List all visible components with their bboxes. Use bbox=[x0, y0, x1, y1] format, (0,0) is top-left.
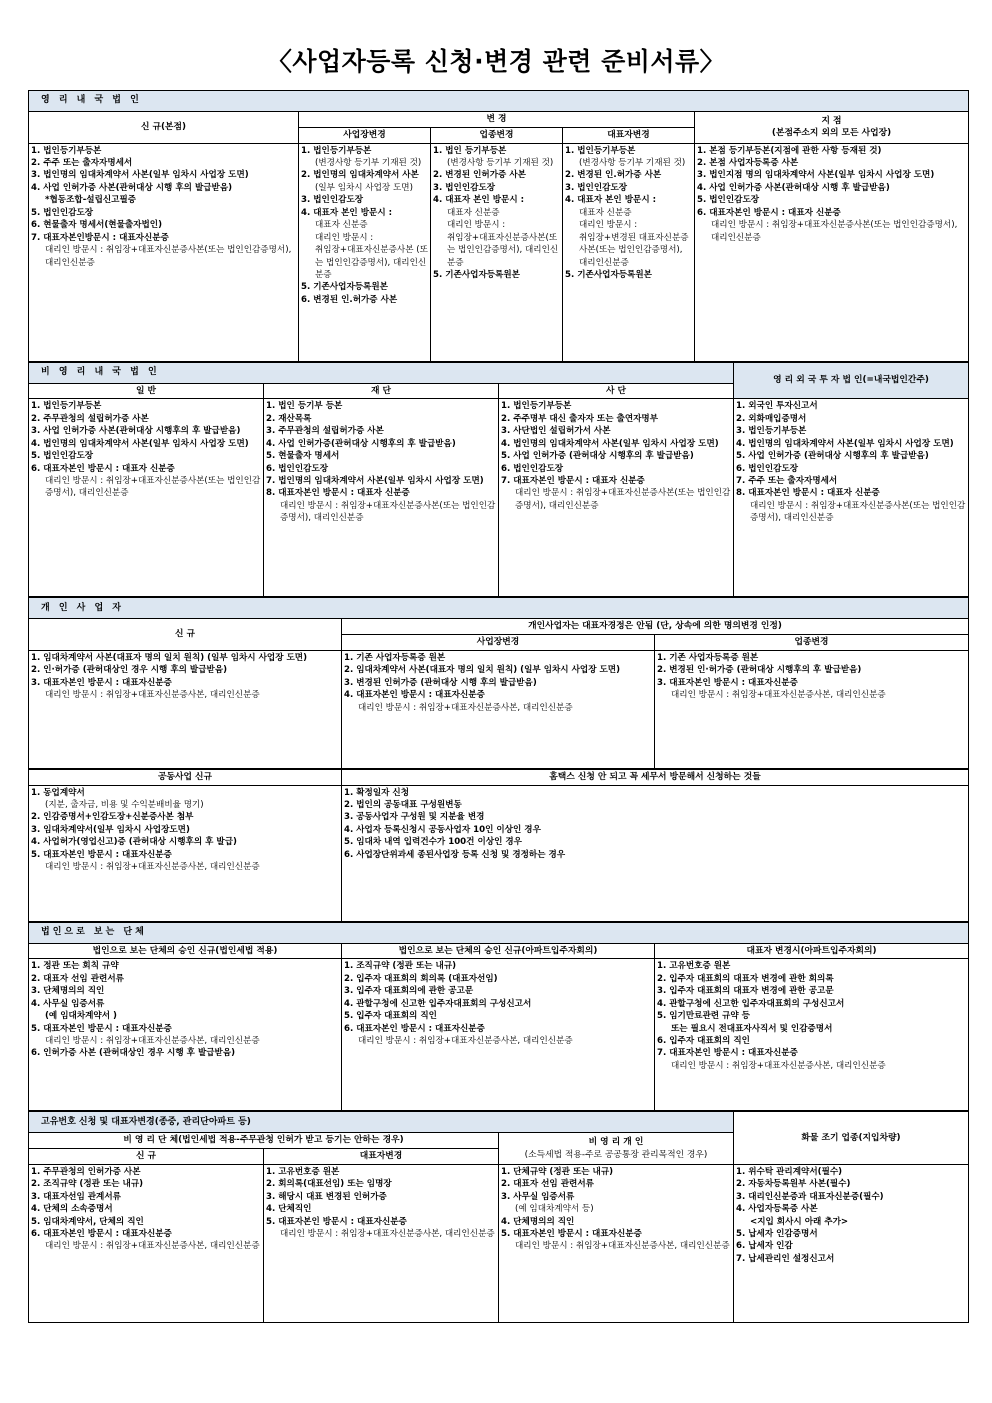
list-item: 대리인 방문시 : 취임장+대표자신분증사본, 대리인신분증 bbox=[45, 862, 260, 873]
header-individual-note: 개인사업자는 대표자경정은 안됨 (단, 상속에 의한 명의변경 인정) bbox=[342, 619, 969, 635]
list-item: 대리인 방문시 : 취임장+대표자신분증사본, 대리인신분증 bbox=[358, 702, 573, 713]
list-item: 1. 단체규약 (정관 또는 내규) bbox=[501, 1166, 614, 1177]
list-new bbox=[29, 143, 299, 361]
list-item: 6. 인허가증 사본 (관허대상인 경우 시행 후 발급받음) bbox=[31, 1048, 236, 1059]
table-domestic-for-profit bbox=[28, 90, 969, 362]
table-individual-business bbox=[28, 597, 969, 769]
table-unique-number bbox=[28, 1111, 969, 1323]
list-item: 2. 변경된 인.허가증 사본 bbox=[565, 170, 662, 181]
list-item: 1. 법인등기부등본 bbox=[301, 145, 372, 156]
list-item: 대리인 방문시 : 취임장+대표자신분증사본(또는 법인인감증명서), 대리인신분증 bbox=[711, 220, 958, 243]
list-item: 5. 현물출자 명세서 bbox=[266, 451, 340, 462]
header-branch-title: 지 점 bbox=[821, 115, 842, 126]
list-item: 대리인 방문시 : 취임장+대표자신분증사본, 대리인신분증 bbox=[671, 690, 886, 701]
list-new bbox=[29, 650, 342, 768]
list-item: 1. 고유번호증 원본 bbox=[266, 1166, 340, 1177]
list-item: (변경사항 등기부 기재된 것) bbox=[579, 157, 686, 168]
list-item: 대리인 방문시 : bbox=[579, 220, 638, 231]
list-item: 4. 사업 인허가증(관허대상 시행후의 후 발급받음) bbox=[266, 438, 456, 449]
list-item: 5. 입주자 대표회의 직인 bbox=[344, 1011, 437, 1022]
list-item: 1. 정관 또는 회칙 규약 bbox=[31, 961, 119, 972]
list-item: 2. 조직규약 (정관 또는 내규) bbox=[31, 1179, 144, 1190]
list-item: 1. 외국인 투자신고서 bbox=[736, 401, 818, 412]
list-item: 3. 대표자선임 관계서류 bbox=[31, 1191, 121, 1202]
list-item: (변경사항 등기부 기재된 것) bbox=[447, 157, 554, 168]
list-item: 3. 사업 인허가증 사본(관허대상 시행후의 후 발급받음) bbox=[31, 426, 241, 437]
list-item: 7. 납세관리인 설정신고서 bbox=[736, 1253, 835, 1264]
list-item: 1. 법인등기부등본 bbox=[501, 401, 572, 412]
list-item: 5. 사업 인허가증 (관허대상 시행후의 후 발급받음) bbox=[501, 451, 694, 462]
requirements-document bbox=[28, 90, 968, 1323]
list-item: 2. 법인명의 임대차계약서 사본 bbox=[301, 170, 419, 181]
page-title: 〈사업자등록 신청·변경 관련 준비서류〉 bbox=[266, 47, 726, 76]
list-item: 대리인 방문시 : 취임장+대표자신분증사본, 대리인신분증 bbox=[45, 690, 260, 701]
section-title: 고유번호 신청 및 대표자변경(종중, 관리단아파트 등) bbox=[29, 1112, 734, 1133]
list-item: 1. 임대차계약서 사본(대표자 명의 일치 원칙) (일부 임차시 사업장 도면) bbox=[31, 652, 308, 663]
list-item: (일부 임차시 사업장 도면) bbox=[315, 182, 413, 193]
header-visit-only: 홈택스 신청 안 되고 꼭 세무서 방문해서 신청하는 것들 bbox=[342, 769, 969, 785]
list-item: 2. 재산목록 bbox=[266, 413, 312, 424]
list-rep-change bbox=[563, 143, 695, 361]
list-item: 1. 법인등기부등본 bbox=[31, 145, 102, 156]
list-item: 2. 변경된 인허가증 사본 bbox=[433, 170, 526, 181]
list-item: 3. 대표자본인 방문시 : 대표자신분증 bbox=[31, 677, 172, 688]
list-item: 1. 동업계약서 bbox=[31, 787, 85, 798]
header-rep-change: 대표자변경 bbox=[264, 1149, 499, 1165]
header-business-change: 업종변경 bbox=[431, 127, 563, 143]
list-item: 1. 법인등기부등본 bbox=[31, 401, 102, 412]
list-item: *협동조합-설립신고필증 bbox=[45, 195, 137, 206]
list-deemed-corporation-new bbox=[29, 959, 342, 1111]
list-item: 6. 법인인감도장 bbox=[266, 463, 329, 474]
list-item: 4. 사무실 임증서류 bbox=[31, 998, 105, 1009]
list-item: 7. 대표자본인 방문시 : 대표자 신분증 bbox=[501, 475, 645, 486]
list-visit-only bbox=[342, 785, 969, 921]
list-item: 대리인 방문시 : 취임장+대표자신분증사본, 대리인신분증 bbox=[45, 1035, 260, 1046]
list-item: 2. 법인의 공동대표 구성원변동 bbox=[344, 799, 462, 810]
list-item: 5. 대표자본인 방문시 : 대표자신분증 bbox=[31, 1023, 172, 1034]
list-item: 6. 대표자본인 방문시 : 대표자신분증 bbox=[344, 1023, 485, 1034]
list-item: 3. 법인인감도장 bbox=[301, 195, 364, 206]
list-item: 3. 임대차계약서(일부 임차시 사업장도면) bbox=[31, 824, 190, 835]
list-item: 4. 사업자 등록신청시 공동사업자 10인 이상인 경우 bbox=[344, 824, 541, 835]
header-new: 신 규(본점) bbox=[29, 112, 299, 144]
header-change: 변 경 bbox=[299, 112, 695, 128]
list-item: 4. 사업 인허가증 사본(관허대상 시행 후 발급받음) bbox=[697, 182, 890, 193]
list-item: 3. 법인인감도장 bbox=[433, 182, 496, 193]
list-apartment-rep-change bbox=[655, 959, 969, 1111]
list-item: 3. 대표자본인 방문시 : 대표자신분증 bbox=[657, 677, 798, 688]
list-item: 4. 대표자 본인 방문시 : bbox=[433, 195, 525, 206]
list-item: 4. 사업허가(영업신고)증 (관허대상 시행후의 후 발급) bbox=[31, 837, 237, 848]
list-item: 대리인 방문시 : 취임장+대표자신분증사본, 대리인신분증 bbox=[45, 1241, 260, 1252]
list-item: 7. 대표자본인방문시 : 대표자신분증 bbox=[31, 232, 169, 243]
list-site-change bbox=[299, 143, 431, 361]
list-item: 5. 법인인감도장 bbox=[31, 451, 94, 462]
list-item: 5. 대표자본인 방문시 : 대표자신분증 bbox=[266, 1216, 407, 1227]
table-joint-business bbox=[28, 769, 969, 922]
list-association bbox=[499, 399, 734, 597]
header-nonprofit-group: 비 영 리 단 체(법인세법 적용-주무관청 인허가 받고 등기는 안하는 경우) bbox=[29, 1133, 499, 1149]
list-item: 4. 대표자본인 방문시 : 대표자신분증 bbox=[344, 690, 485, 701]
list-item: 1. 확정일자 신청 bbox=[344, 787, 410, 798]
list-item: 2. 본점 사업자등록증 사본 bbox=[697, 157, 799, 168]
table-nonprofit-domestic bbox=[28, 362, 969, 598]
list-item: 대리인 방문시 : 취임장+대표자신분증사본(또는 법인인감증명서), 대리인신분증 bbox=[45, 475, 261, 499]
list-item: 3. 주무관청의 설립허가증 사본 bbox=[266, 426, 384, 437]
list-item: 7. 대표자본인 방문시 : 대표자신분증 bbox=[657, 1048, 798, 1059]
list-item: 1. 본점 등기부등본(지점에 관한 사항 등재된 것) bbox=[697, 145, 882, 156]
list-item: 2. 회의록(대표선임) 또는 임명장 bbox=[266, 1179, 392, 1190]
list-item: (지분, 출자금, 비용 및 수익분배비율 명기) bbox=[45, 799, 204, 810]
list-item: 4. 사업 인허가증 사본(관허대상 시행 후의 발급받음) bbox=[31, 182, 233, 193]
list-item: 6. 법인인감도장 bbox=[501, 463, 564, 474]
header-branch bbox=[695, 112, 969, 144]
list-item: 대표자 신분증 bbox=[315, 220, 368, 231]
list-item: 7. 주주 또는 출자자명세서 bbox=[736, 475, 838, 486]
list-item: 대리인 방문시 : bbox=[315, 232, 374, 243]
header-general: 일 반 bbox=[29, 383, 264, 399]
list-item: 3. 변경된 인허가증 (관허대상 시행 후의 발급받음) bbox=[344, 677, 537, 688]
list-item: 5. 사업 인허가증 (관허대상 시행후의 후 발급받음) bbox=[736, 451, 929, 462]
list-business-change bbox=[655, 650, 969, 768]
list-item: 3. 사무실 임증서류 bbox=[501, 1191, 575, 1202]
list-item: 6. 변경된 인.허가증 사본 bbox=[301, 294, 398, 305]
list-item: 3. 법인인감도장 bbox=[565, 182, 628, 193]
list-item: 6. 법인인감도장 bbox=[736, 463, 799, 474]
list-item: <지입 회사시 아래 추가> bbox=[750, 1216, 849, 1227]
list-item: 2. 입주자 대표회의 회의록 (대표자선임) bbox=[344, 973, 498, 984]
list-item: 대리인 방문시 : 취임장+대표자신분증사본, 대리인신분증 bbox=[280, 1229, 495, 1240]
list-item: 2. 외화매입증명서 bbox=[736, 413, 807, 424]
list-foundation bbox=[264, 399, 499, 597]
list-item: 2. 변경된 인·허가증 (관허대상 시행후의 후 발급받음) bbox=[657, 665, 862, 676]
header-foundation: 재 단 bbox=[264, 383, 499, 399]
list-item: 3. 사단법인 설립허가서 사본 bbox=[501, 426, 611, 437]
list-item: 1. 법인등기부등본 bbox=[565, 145, 636, 156]
list-item: 대리인 방문시 : 취임장+대표자신분증사본(또는 법인인감증명서), 대리인신분증 bbox=[515, 488, 731, 511]
list-item: 대표자 신분증 bbox=[447, 207, 500, 218]
list-item: 5. 기존사업자등록원본 bbox=[565, 270, 652, 281]
header-rep-change: 대표자변경 bbox=[563, 127, 695, 143]
list-item: 취임장+변경된 대표자신분증사본(또는 법인인감증명서), 대리인신분증 bbox=[579, 232, 689, 268]
section-title: 법인으로 보는 단체 bbox=[29, 922, 969, 943]
list-item: 7. 법인명의 임대차계약서 사본(일부 임차시 사업장 도면) bbox=[266, 475, 484, 486]
list-item: 대리인 방문시 : 취임장+대표자신분증사본(또는 법인인감증명서), 대리인신분증 bbox=[280, 500, 496, 524]
list-item: 6. 대표자본인 방문시 : 대표자 신분증 bbox=[31, 463, 175, 474]
list-foreign-investment bbox=[734, 399, 969, 597]
list-item: 1. 위수탁 관리계약서(필수) bbox=[736, 1166, 843, 1177]
list-item: 3. 대리인신분증과 대표자신분증(필수) bbox=[736, 1191, 884, 1202]
list-item: 4. 관할구청에 신고한 입주자대표회의 구성신고서 bbox=[344, 998, 532, 1009]
list-nonprofit-new bbox=[29, 1164, 264, 1322]
header-nonprofit-individual-title: 비 영 리 개 인 bbox=[588, 1136, 644, 1147]
section-title: 비 영 리 내 국 법 인 bbox=[29, 362, 734, 383]
list-item: 2. 주무관청의 설립허가증 사본 bbox=[31, 413, 149, 424]
list-item: 5. 기존사업자등록원본 bbox=[301, 282, 388, 293]
list-item: 3. 단체명의의 직인 bbox=[31, 986, 105, 997]
list-item: 1. 고유번호증 원본 bbox=[657, 961, 731, 972]
list-item: 4. 대표자 본인 방문시 : bbox=[565, 195, 657, 206]
list-item: 5. 임기만료관련 규약 등 bbox=[657, 1011, 750, 1022]
header-site-change: 사업장변경 bbox=[342, 635, 655, 651]
list-item: 3. 법인명의 임대차계약서 사본(일부 임차시 사업장 도면) bbox=[31, 170, 249, 181]
list-general bbox=[29, 399, 264, 597]
list-item: 3. 법인지점 명의 임대차계약서 사본(일부 임차시 사업장 도면) bbox=[697, 170, 935, 181]
list-item: 2. 인·허가증 (관허대상인 경우 시행 후의 발급받음) bbox=[31, 665, 228, 676]
list-item: 대리인 방문시 : 취임장+대표자신분증사본, 대리인신분증 bbox=[671, 1060, 886, 1071]
list-item: 5. 임대차 내역 입력건수가 100건 이상인 경우 bbox=[344, 837, 522, 848]
list-site-change bbox=[342, 650, 655, 768]
list-item: 6. 납세자 인감 bbox=[736, 1241, 793, 1252]
section-title: 개 인 사 업 자 bbox=[29, 598, 969, 619]
list-item: 대리인 방문시 : 취임장+대표자신분증사본(또는 법인인감증명서), 대리인신분증 bbox=[45, 245, 292, 268]
list-item: 6. 사업장단위과세 종된사업장 등록 신청 및 경정하는 경우 bbox=[344, 849, 566, 860]
list-item: 4. 관할구청에 신고한 입주자대표회의 구성신고서 bbox=[657, 998, 845, 1009]
list-item: 8. 대표자본인 방문시 : 대표자 신분증 bbox=[736, 488, 880, 499]
list-branch bbox=[695, 143, 969, 361]
list-item: 3. 입주자 대표회의 대표자 변경에 관한 공고문 bbox=[657, 986, 834, 997]
list-item: 5. 법인인감도장 bbox=[31, 207, 94, 218]
header-new: 신 규 bbox=[29, 1149, 264, 1165]
list-item: 1. 법인 등기부 등본 bbox=[266, 401, 343, 412]
header-business-change: 업종변경 bbox=[655, 635, 969, 651]
list-item: 3. 입주자 대표회의에 관한 공고문 bbox=[344, 986, 474, 997]
list-item: 4. 사업자등록증 사본 bbox=[736, 1204, 818, 1215]
list-item: 5. 대표자본인 방문시 : 대표자신분증 bbox=[31, 849, 172, 860]
header-branch-sub: (본점주소지 외의 모든 사업장) bbox=[771, 128, 892, 139]
list-apartment-new bbox=[342, 959, 655, 1111]
header-apartment-rep-change: 대표자 변경시(아파트입주자회의) bbox=[655, 943, 969, 959]
list-item: 대리인 방문시 : 취임장+대표자신분증사본, 대리인신분증 bbox=[358, 1035, 573, 1046]
list-item: 취임장+대표자신분증사본 (또는 법인인감증명서), 대리인신분증 bbox=[315, 245, 428, 281]
header-cargo: 화물 조기 업종(지입차량) bbox=[734, 1112, 969, 1165]
list-item: 대리인 방문시 : bbox=[447, 220, 506, 231]
list-item: 1. 조직규약 (정관 또는 내규) bbox=[344, 961, 457, 972]
list-item: 2. 입주자 대표회의 대표자 변경에 관한 회의록 bbox=[657, 973, 834, 984]
list-item: 2. 대표자 선임 관련서류 bbox=[31, 973, 124, 984]
list-item: 또는 필요시 전대표자사직서 및 인감증명서 bbox=[671, 1023, 833, 1034]
list-item: 2. 대표자 선임 관련서류 bbox=[501, 1179, 594, 1190]
list-item: 대리인 방문시 : 취임장+대표자신분증사본, 대리인신분증 bbox=[515, 1241, 730, 1252]
list-item: 2. 주주명부 대신 출자자 또는 출연자명부 bbox=[501, 413, 659, 424]
header-apartment-new: 법인으로 보는 단체의 승인 신규(아파트입주자회의) bbox=[342, 943, 655, 959]
list-item: (예 임대차계약서 ) bbox=[45, 1011, 117, 1022]
list-item: 1. 법인 등기부등본 bbox=[433, 145, 507, 156]
header-nonprofit-individual bbox=[499, 1133, 734, 1165]
header-foreign-investment: 영 리 외 국 투 자 법 인(=내국법인간주) bbox=[734, 362, 969, 399]
list-item: 4. 단체의 소속증명서 bbox=[31, 1204, 113, 1215]
list-item: 6. 입주자 대표회의 직인 bbox=[657, 1035, 750, 1046]
list-item: 4. 법인명의 임대차계약서 사본(일부 임차시 사업장 도면) bbox=[501, 438, 719, 449]
list-item: 4. 단체직인 bbox=[266, 1204, 312, 1215]
header-association: 사 단 bbox=[499, 383, 734, 399]
list-item: 5. 대표자본인 방문시 : 대표자신분증 bbox=[501, 1229, 642, 1240]
list-item: 2. 임대차계약서 사본(대표자 명의 일치 원칙) (일부 임차시 사업장 도면) bbox=[344, 665, 621, 676]
list-business-change bbox=[431, 143, 563, 361]
list-item: 3. 해당시 대표 변경된 인허가증 bbox=[266, 1191, 387, 1202]
list-item: 1. 기존 사업자등록증 원본 bbox=[657, 652, 759, 663]
list-item: 대표자 신분증 bbox=[579, 207, 632, 218]
list-item: 3. 공동사업자 구성원 및 지분율 변경 bbox=[344, 812, 485, 823]
list-joint-new bbox=[29, 785, 342, 921]
list-item: 2. 주주 또는 출자자명세서 bbox=[31, 157, 133, 168]
list-nonprofit-individual bbox=[499, 1164, 734, 1322]
list-item: 4. 대표자 본인 방문시 : bbox=[301, 207, 393, 218]
list-item: 5. 납세자 인감증명서 bbox=[736, 1229, 818, 1240]
list-item: 5. 기존사업자등록원본 bbox=[433, 270, 520, 281]
section-title: 영 리 내 국 법 인 bbox=[29, 91, 969, 112]
list-item: 대리인 방문시 : 취임장+대표자신분증사본(또는 법인인감증명서), 대리인신분증 bbox=[750, 500, 966, 524]
header-joint-new: 공동사업 신규 bbox=[29, 769, 342, 785]
list-item: 3. 법인등기부등본 bbox=[736, 426, 807, 437]
list-item: (변경사항 등기부 기재된 것) bbox=[315, 157, 422, 168]
list-item: (예 임대차계약서 등) bbox=[515, 1204, 594, 1215]
table-deemed-corporation bbox=[28, 922, 969, 1112]
list-item: 1. 기존 사업자등록증 원본 bbox=[344, 652, 446, 663]
list-item: 4. 법인명의 임대차계약서 사본(일부 임차시 사업장 도면) bbox=[736, 438, 954, 449]
list-item: 5. 법인인감도장 bbox=[697, 195, 760, 206]
list-item: 8. 대표자본인 방문시 : 대표자 신분증 bbox=[266, 488, 410, 499]
header-nonprofit-individual-sub: (소득세법 적용-주로 공공통장 관리목적인 경우) bbox=[524, 1149, 708, 1160]
header-site-change: 사업장변경 bbox=[299, 127, 431, 143]
list-item: 1. 주무관청의 인허가증 사본 bbox=[31, 1166, 141, 1177]
list-item: 2. 인감증명서+인감도장+신분증사본 첨부 bbox=[31, 812, 194, 823]
list-item: 6. 대표자본인 방문시 : 대표자 신분증 bbox=[697, 207, 841, 218]
header-deemed-corporation-new: 법인으로 보는 단체의 승인 신규(법인세법 적용) bbox=[29, 943, 342, 959]
list-item: 2. 자동차등록원부 사본(필수) bbox=[736, 1179, 851, 1190]
list-cargo bbox=[734, 1164, 969, 1322]
list-item: 6. 현물출자 명세서(현물출자법인) bbox=[31, 220, 163, 231]
list-item: 4. 법인명의 임대차계약서 사본(일부 임차시 사업장 도면) bbox=[31, 438, 249, 449]
list-item: 취임장+대표자신분증사본(또는 법인인감증명서), 대리인신분증 bbox=[447, 232, 559, 268]
list-item: 5. 임대차계약서, 단체의 직인 bbox=[31, 1216, 144, 1227]
list-item: 6. 대표자본인 방문시 : 대표자신분증 bbox=[31, 1229, 172, 1240]
list-item: 4. 단체명의의 직인 bbox=[501, 1216, 575, 1227]
list-nonprofit-rep-change bbox=[264, 1164, 499, 1322]
header-new: 신 규 bbox=[29, 619, 342, 651]
